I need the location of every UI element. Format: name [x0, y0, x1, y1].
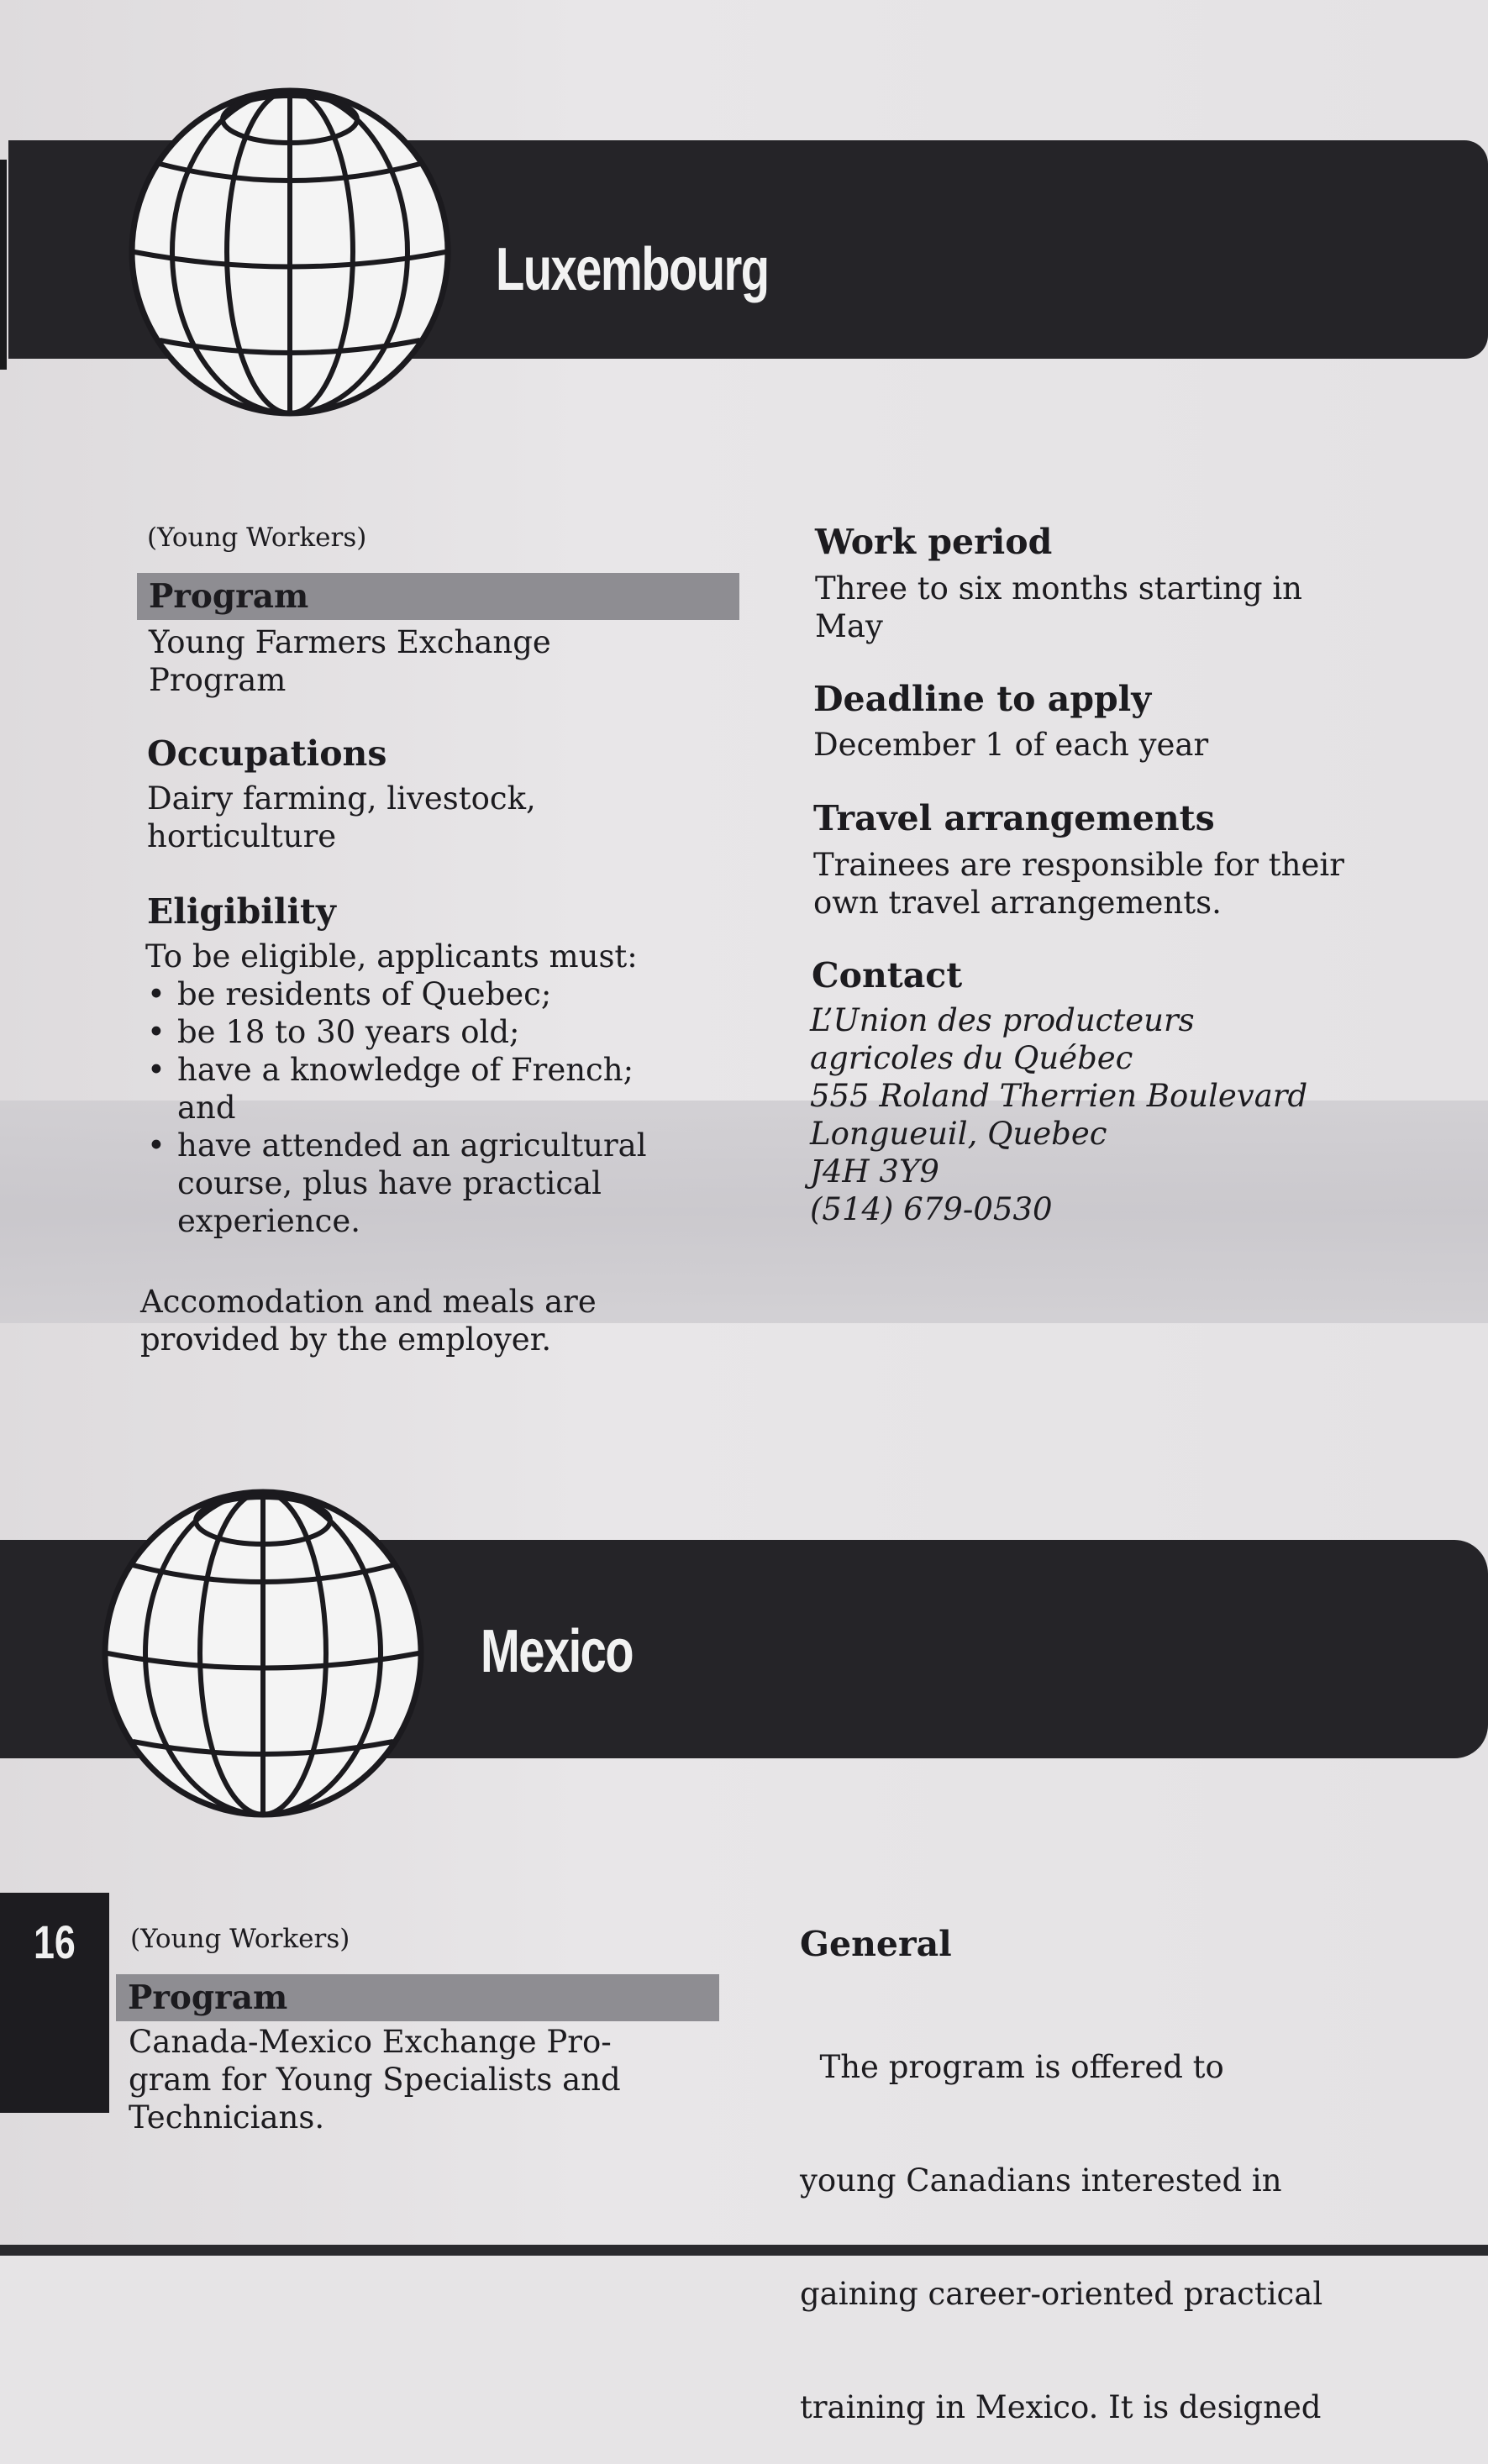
- general-line: training in Mexico. It is designed: [800, 2389, 1322, 2425]
- accommodation-line: Accomodation and meals are: [140, 1284, 597, 1320]
- contact-phone: (514) 679-0530: [810, 1191, 1053, 1227]
- contact-line: Longueuil, Quebec: [810, 1116, 1107, 1152]
- travel-line: own travel arrangements.: [813, 885, 1222, 921]
- work-period-heading: Work period: [815, 522, 1053, 562]
- occupations-line: Dairy farming, livestock,: [147, 780, 536, 817]
- contact-line: 555 Roland Therrien Boulevard: [810, 1078, 1308, 1114]
- general-line: gaining career-oriented practical: [800, 2276, 1323, 2312]
- program-line: Program: [149, 662, 287, 698]
- occupations-text: [147, 780, 536, 855]
- deadline-text: December 1 of each year: [813, 727, 1209, 763]
- category-label: (Young Workers): [147, 523, 367, 553]
- general-line: The program is offered to: [800, 2049, 1224, 2085]
- country-title-luxembourg: Luxembourg: [496, 236, 769, 303]
- travel-text: [813, 846, 1344, 922]
- travel-heading: Travel arrangements: [813, 798, 1215, 838]
- list-item: • be 18 to 30 years old;: [145, 1013, 733, 1051]
- program-heading-bar: [137, 573, 739, 620]
- work-period-line: Three to six months starting in: [815, 570, 1302, 607]
- program-line: gram for Young Specialists and: [129, 2062, 621, 2098]
- program-line: Canada-Mexico Exchange Pro-: [129, 2024, 612, 2060]
- eligibility-heading: Eligibility: [147, 891, 336, 932]
- contact-line: J4H 3Y9: [810, 1153, 939, 1190]
- list-item: • have a knowledge of French; and: [145, 1051, 733, 1127]
- work-period-text: [815, 570, 1302, 645]
- globe-icon: [99, 1485, 427, 1821]
- eligibility-block: [145, 938, 733, 1240]
- list-item: • be residents of Quebec;: [145, 975, 733, 1013]
- eligibility-list: [145, 975, 733, 1240]
- work-period-line: May: [815, 608, 883, 644]
- occupations-heading: Occupations: [147, 733, 387, 774]
- program-heading: Program: [149, 577, 309, 616]
- program-name: [149, 623, 551, 699]
- program-line: Young Farmers Exchange: [149, 624, 551, 660]
- eligibility-intro: To be eligible, applicants must:: [145, 938, 638, 975]
- bottom-rule: [0, 2245, 1488, 2256]
- program-line: Technicians.: [129, 2099, 325, 2136]
- contact-heading: Contact: [812, 955, 963, 996]
- country-title-mexico: Mexico: [481, 1618, 634, 1685]
- deadline-heading: Deadline to apply: [813, 679, 1152, 719]
- page-edge-mark: [0, 160, 7, 370]
- page-number: 16: [34, 1915, 76, 1968]
- travel-line: Trainees are responsible for their: [813, 847, 1344, 883]
- list-item: • have attended an agricultural course, plus have practical experience.: [145, 1127, 733, 1240]
- contact-line: L’Union des producteurs: [810, 1002, 1195, 1038]
- contact-line: agricoles du Québec: [810, 1040, 1133, 1076]
- category-label: (Young Workers): [130, 1924, 350, 1954]
- program-heading: Program: [128, 1978, 288, 2017]
- accommodation-text: [140, 1283, 597, 1358]
- contact-address: [810, 1001, 1307, 1228]
- globe-icon: [126, 84, 454, 420]
- general-line: young Canadians interested in: [800, 2162, 1282, 2199]
- general-heading: General: [800, 1924, 952, 1964]
- accommodation-line: provided by the employer.: [140, 1321, 552, 1358]
- program-name: [129, 2023, 621, 2136]
- occupations-line: horticulture: [147, 818, 337, 854]
- page-number-box: [0, 1893, 109, 2113]
- program-heading-bar: [116, 1974, 719, 2021]
- general-text: [800, 1973, 1322, 2464]
